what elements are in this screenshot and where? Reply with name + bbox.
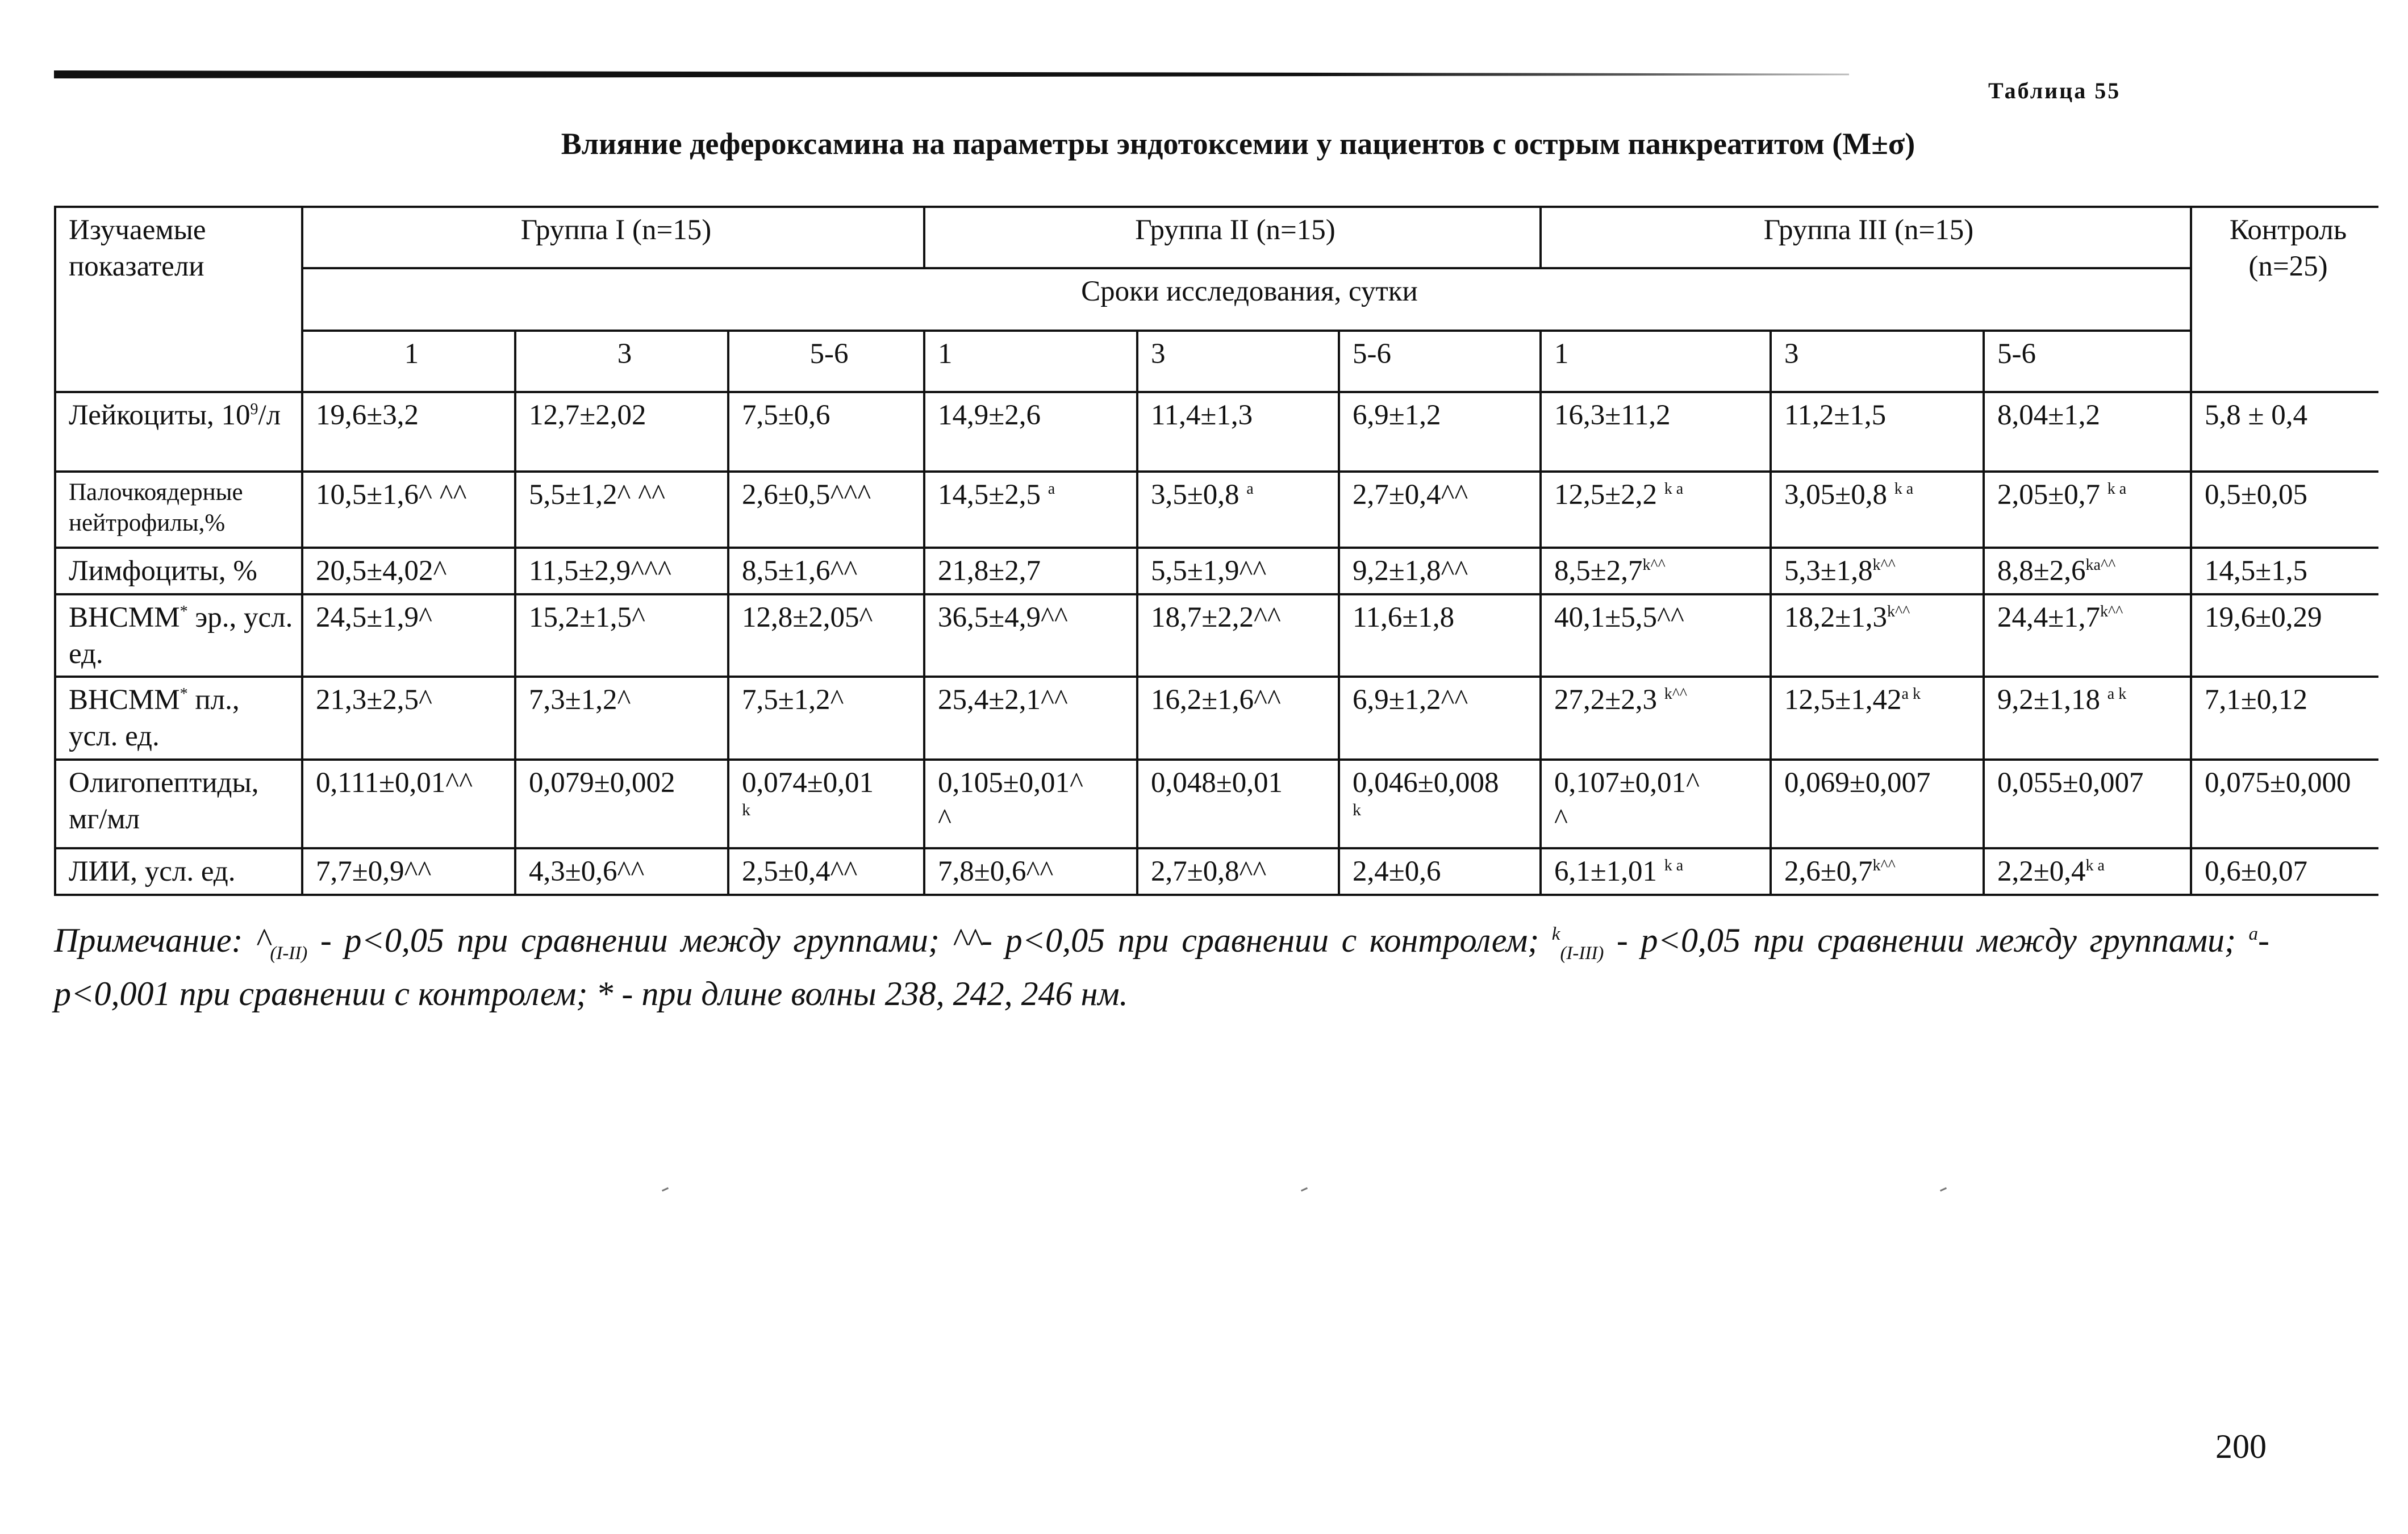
value-cell bbox=[1137, 594, 1339, 677]
cell-superscript: k a bbox=[1894, 480, 1914, 498]
cell-value: 8,8±2,6 bbox=[1997, 555, 2086, 587]
cell-value: 6,9±1,2^^ bbox=[1353, 684, 1468, 716]
day-header-cell: 1 bbox=[924, 331, 1137, 392]
value-cell bbox=[1541, 594, 1771, 677]
table-row bbox=[55, 392, 2378, 472]
row-label-text: ВНСММ bbox=[69, 601, 180, 633]
cell-value: 16,3±11,2 bbox=[1554, 399, 1671, 431]
row-label bbox=[55, 594, 302, 677]
cell-value: 12,5±2,2 bbox=[1554, 479, 1664, 511]
cell-second-line: ^ bbox=[1554, 803, 1568, 835]
value-cell bbox=[728, 472, 924, 548]
cell-value: 15,2±1,5^ bbox=[529, 601, 645, 633]
cell-value: 9,2±1,18 bbox=[1997, 684, 2107, 716]
note-sup-k: k bbox=[1551, 924, 1560, 944]
value-cell bbox=[924, 472, 1137, 548]
value-cell bbox=[1541, 760, 1771, 848]
cell-value: 6,1±1,01 bbox=[1554, 855, 1664, 887]
cell-superscript: k^^ bbox=[1887, 602, 1910, 620]
cell-superscript: a k bbox=[1901, 685, 1921, 703]
value-cell bbox=[515, 392, 728, 472]
row-label bbox=[55, 548, 302, 594]
note-text-2: - p<0,05 при сравнении между группами; ^^- p<0,05 при сравнении с контролем; bbox=[307, 922, 1552, 959]
value-cell bbox=[924, 848, 1137, 895]
note-subscript-1: (I-II) bbox=[270, 943, 308, 964]
table-number: Таблица 55 bbox=[1988, 78, 2121, 103]
row-label-text: Палочкоядерные нейтрофилы,% bbox=[69, 479, 243, 536]
cell-value: 7,5±0,6 bbox=[742, 399, 831, 431]
row-label bbox=[55, 472, 302, 548]
value-cell bbox=[302, 392, 515, 472]
value-cell bbox=[1339, 760, 1541, 848]
cell-value: 3,05±0,8 bbox=[1784, 479, 1894, 511]
cell-value: 40,1±5,5^^ bbox=[1554, 601, 1684, 633]
cell-value: 8,5±1,6^^ bbox=[742, 555, 858, 587]
value-cell bbox=[924, 594, 1137, 677]
value-cell bbox=[302, 594, 515, 677]
scan-artifact bbox=[1940, 1187, 1947, 1192]
cell-value: 7,7±0,9^^ bbox=[316, 855, 432, 887]
value-cell bbox=[1771, 677, 1984, 760]
value-cell bbox=[1771, 472, 1984, 548]
value-cell bbox=[1137, 760, 1339, 848]
day-header-cell: 1 bbox=[302, 331, 515, 392]
cell-value: 8,5±2,7 bbox=[1554, 555, 1643, 587]
value-cell bbox=[924, 677, 1137, 760]
control-header: Контроль (n=25) bbox=[2191, 207, 2378, 392]
value-cell bbox=[1771, 392, 1984, 472]
cell-value: 2,6±0,7 bbox=[1784, 855, 1873, 887]
control-cell: 14,5±1,5 bbox=[2191, 548, 2378, 594]
note-text-1: Примечание: ^ bbox=[54, 922, 270, 959]
cell-value: 5,5±1,2^ ^^ bbox=[529, 479, 666, 511]
value-cell bbox=[1339, 548, 1541, 594]
value-cell bbox=[1771, 548, 1984, 594]
group-2-header: Группа II (n=15) bbox=[924, 207, 1541, 268]
value-cell bbox=[1339, 677, 1541, 760]
cell-value: 14,5±2,5 bbox=[938, 479, 1048, 511]
page-number: 200 bbox=[2215, 1428, 2267, 1465]
value-cell bbox=[1771, 760, 1984, 848]
value-cell bbox=[1984, 548, 2191, 594]
cell-value: 2,4±0,6 bbox=[1353, 855, 1441, 887]
note-sup-a: a bbox=[2248, 924, 2259, 944]
cell-superscript: k a bbox=[2085, 856, 2105, 874]
cell-value: 5,5±1,9^^ bbox=[1151, 555, 1267, 587]
note-subscript-2: (I-III) bbox=[1560, 943, 1604, 964]
value-cell bbox=[1137, 677, 1339, 760]
value-cell bbox=[924, 760, 1137, 848]
row-label-text: /л bbox=[258, 399, 281, 431]
row-label-superscript: * bbox=[180, 602, 188, 620]
value-cell bbox=[924, 548, 1137, 594]
scan-artifact bbox=[662, 1187, 669, 1192]
day-header-cell: 1 bbox=[1541, 331, 1771, 392]
table-row bbox=[55, 848, 2378, 895]
cell-value: 0,069±0,007 bbox=[1784, 766, 1931, 799]
row-label bbox=[55, 392, 302, 472]
cell-value: 6,9±1,2 bbox=[1353, 399, 1441, 431]
table-row bbox=[55, 677, 2378, 760]
cell-superscript: a bbox=[1246, 480, 1254, 498]
row-label-text: ВНСММ bbox=[69, 684, 180, 716]
day-header-cell: 5-6 bbox=[1984, 331, 2191, 392]
cell-value: 0,107±0,01^ bbox=[1554, 766, 1700, 799]
value-cell bbox=[515, 472, 728, 548]
value-cell bbox=[1771, 594, 1984, 677]
value-cell bbox=[302, 677, 515, 760]
cell-second-line: ^ bbox=[938, 803, 951, 835]
cell-value: 0,055±0,007 bbox=[1997, 766, 2144, 799]
control-cell: 0,075±0,000 bbox=[2191, 760, 2378, 848]
cell-footnote-mark: k bbox=[742, 800, 750, 819]
cell-value: 0,105±0,01^ bbox=[938, 766, 1083, 799]
day-header-row bbox=[55, 331, 2378, 392]
day-header-cell: 5-6 bbox=[728, 331, 924, 392]
value-cell bbox=[728, 677, 924, 760]
cell-superscript: k^^ bbox=[1872, 556, 1896, 574]
cell-value: 11,2±1,5 bbox=[1784, 399, 1887, 431]
value-cell bbox=[728, 594, 924, 677]
cell-footnote-mark: k bbox=[1353, 800, 1361, 819]
cell-value: 21,8±2,7 bbox=[938, 555, 1041, 587]
value-cell bbox=[728, 760, 924, 848]
day-header-cell: 3 bbox=[1137, 331, 1339, 392]
value-cell bbox=[1984, 760, 2191, 848]
value-cell bbox=[515, 848, 728, 895]
row-label bbox=[55, 848, 302, 895]
terms-header-row bbox=[55, 268, 2378, 331]
cell-value: 12,8±2,05^ bbox=[742, 601, 873, 633]
row-label bbox=[55, 677, 302, 760]
cell-superscript: ka^^ bbox=[2085, 556, 2116, 574]
day-header-cell: 3 bbox=[515, 331, 728, 392]
row-label bbox=[55, 760, 302, 848]
note-text-3: - p<0,05 при сравнении между группами; bbox=[1604, 922, 2249, 959]
value-cell bbox=[515, 548, 728, 594]
value-cell bbox=[728, 392, 924, 472]
cell-value: 5,3±1,8 bbox=[1784, 555, 1873, 587]
cell-value: 11,5±2,9^^^ bbox=[529, 555, 671, 587]
cell-value: 27,2±2,3 bbox=[1554, 684, 1664, 716]
value-cell bbox=[1984, 472, 2191, 548]
cell-superscript: k^^ bbox=[1664, 685, 1688, 703]
cell-value: 7,5±1,2^ bbox=[742, 684, 844, 716]
value-cell bbox=[1541, 472, 1771, 548]
cell-value: 2,5±0,4^^ bbox=[742, 855, 858, 887]
results-table bbox=[54, 206, 2378, 896]
value-cell bbox=[1339, 848, 1541, 895]
cell-value: 2,2±0,4 bbox=[1997, 855, 2086, 887]
group-header-row bbox=[55, 207, 2378, 268]
row-label-text: ЛИИ, усл. ед. bbox=[69, 855, 236, 887]
table-row bbox=[55, 760, 2378, 848]
row-label-text: эр., усл. ед. bbox=[69, 601, 293, 670]
value-cell bbox=[1541, 677, 1771, 760]
cell-value: 25,4±2,1^^ bbox=[938, 684, 1068, 716]
value-cell bbox=[1137, 392, 1339, 472]
scan-artifact bbox=[1301, 1187, 1308, 1192]
table-row bbox=[55, 594, 2378, 677]
cell-value: 0,079±0,002 bbox=[529, 766, 675, 799]
cell-value: 24,4±1,7 bbox=[1997, 601, 2100, 633]
cell-value: 0,048±0,01 bbox=[1151, 766, 1283, 799]
value-cell bbox=[302, 848, 515, 895]
row-label-superscript: 9 bbox=[250, 401, 258, 418]
row-label-text: Лейкоциты, 10 bbox=[69, 399, 251, 431]
control-cell: 5,8 ± 0,4 bbox=[2191, 392, 2378, 472]
cell-value: 12,7±2,02 bbox=[529, 399, 646, 431]
control-cell: 19,6±0,29 bbox=[2191, 594, 2378, 677]
value-cell bbox=[1137, 472, 1339, 548]
cell-superscript: k^^ bbox=[2100, 602, 2123, 620]
cell-superscript: k a bbox=[1664, 856, 1684, 874]
value-cell bbox=[1984, 392, 2191, 472]
value-cell bbox=[728, 848, 924, 895]
cell-value: 18,7±2,2^^ bbox=[1151, 601, 1281, 633]
cell-value: 2,7±0,4^^ bbox=[1353, 479, 1468, 511]
cell-superscript: k a bbox=[1664, 480, 1684, 498]
cell-value: 36,5±4,9^^ bbox=[938, 601, 1068, 633]
cell-value: 9,2±1,8^^ bbox=[1353, 555, 1468, 587]
cell-superscript: k a bbox=[2107, 480, 2127, 498]
value-cell bbox=[1541, 548, 1771, 594]
cell-value: 11,4±1,3 bbox=[1151, 399, 1253, 431]
cell-value: 16,2±1,6^^ bbox=[1151, 684, 1281, 716]
cell-value: 0,111±0,01^^ bbox=[316, 766, 473, 799]
table-title: Влияние дефероксамина на параметры эндотоксемии у пациентов с острым панкреатитом (M±σ) bbox=[561, 127, 1915, 161]
cell-value: 0,074±0,01 bbox=[742, 766, 874, 799]
cell-value: 8,04±1,2 bbox=[1997, 399, 2100, 431]
value-cell bbox=[1771, 848, 1984, 895]
cell-superscript: k^^ bbox=[1642, 556, 1666, 574]
cell-value: 24,5±1,9^ bbox=[316, 601, 432, 633]
cell-value: 10,5±1,6^ ^^ bbox=[316, 479, 467, 511]
cell-value: 11,6±1,8 bbox=[1353, 601, 1455, 633]
control-cell: 7,1±0,12 bbox=[2191, 677, 2378, 760]
cell-value: 14,9±2,6 bbox=[938, 399, 1041, 431]
cell-value: 19,6±3,2 bbox=[316, 399, 419, 431]
value-cell bbox=[1339, 392, 1541, 472]
cell-value: 0,046±0,008 bbox=[1353, 766, 1499, 799]
value-cell bbox=[1984, 594, 2191, 677]
value-cell bbox=[515, 760, 728, 848]
cell-value: 12,5±1,42 bbox=[1784, 684, 1902, 716]
value-cell bbox=[302, 760, 515, 848]
cell-value: 18,2±1,3 bbox=[1784, 601, 1887, 633]
cell-value: 3,5±0,8 bbox=[1151, 479, 1247, 511]
cell-value: 2,6±0,5^^^ bbox=[742, 479, 871, 511]
indicator-header: Изучаемые показатели bbox=[55, 207, 302, 392]
cell-value: 21,3±2,5^ bbox=[316, 684, 432, 716]
group-1-header: Группа I (n=15) bbox=[302, 207, 924, 268]
cell-value: 4,3±0,6^^ bbox=[529, 855, 645, 887]
note-text-4: - p<0,001 при сравнении с контролем; * - при длине волны 238, 242, 246 нм. bbox=[54, 922, 2270, 1012]
value-cell bbox=[1137, 548, 1339, 594]
value-cell bbox=[1984, 677, 2191, 760]
value-cell bbox=[302, 472, 515, 548]
value-cell bbox=[1541, 392, 1771, 472]
cell-superscript: a bbox=[1047, 480, 1055, 498]
value-cell bbox=[1339, 594, 1541, 677]
cell-value: 20,5±4,02^ bbox=[316, 555, 447, 587]
control-cell: 0,6±0,07 bbox=[2191, 848, 2378, 895]
row-label-text: Лимфоциты, % bbox=[69, 555, 257, 587]
terms-header: Сроки исследования, сутки bbox=[302, 268, 2191, 331]
row-label-superscript: * bbox=[180, 685, 188, 703]
value-cell bbox=[1541, 848, 1771, 895]
value-cell bbox=[1984, 848, 2191, 895]
value-cell bbox=[515, 594, 728, 677]
value-cell bbox=[302, 548, 515, 594]
value-cell bbox=[1137, 848, 1339, 895]
table-note bbox=[54, 915, 2269, 1019]
group-3-header: Группа III (n=15) bbox=[1541, 207, 2191, 268]
cell-value: 7,8±0,6^^ bbox=[938, 855, 1054, 887]
table-body bbox=[55, 207, 2378, 895]
table-row bbox=[55, 472, 2378, 548]
cell-superscript: a k bbox=[2107, 685, 2127, 703]
value-cell bbox=[728, 548, 924, 594]
day-header-cell: 5-6 bbox=[1339, 331, 1541, 392]
top-rule bbox=[54, 70, 1849, 78]
table-row bbox=[55, 548, 2378, 594]
cell-value: 2,05±0,7 bbox=[1997, 479, 2107, 511]
value-cell bbox=[924, 392, 1137, 472]
control-cell: 0,5±0,05 bbox=[2191, 472, 2378, 548]
row-label-text: Олигопептиды, мг/мл bbox=[69, 766, 259, 835]
value-cell bbox=[1339, 472, 1541, 548]
cell-value: 7,3±1,2^ bbox=[529, 684, 631, 716]
value-cell bbox=[515, 677, 728, 760]
cell-superscript: k^^ bbox=[1872, 856, 1896, 874]
day-header-cell: 3 bbox=[1771, 331, 1984, 392]
row-label-text: пл., усл. ед. bbox=[69, 684, 240, 752]
cell-value: 2,7±0,8^^ bbox=[1151, 855, 1267, 887]
